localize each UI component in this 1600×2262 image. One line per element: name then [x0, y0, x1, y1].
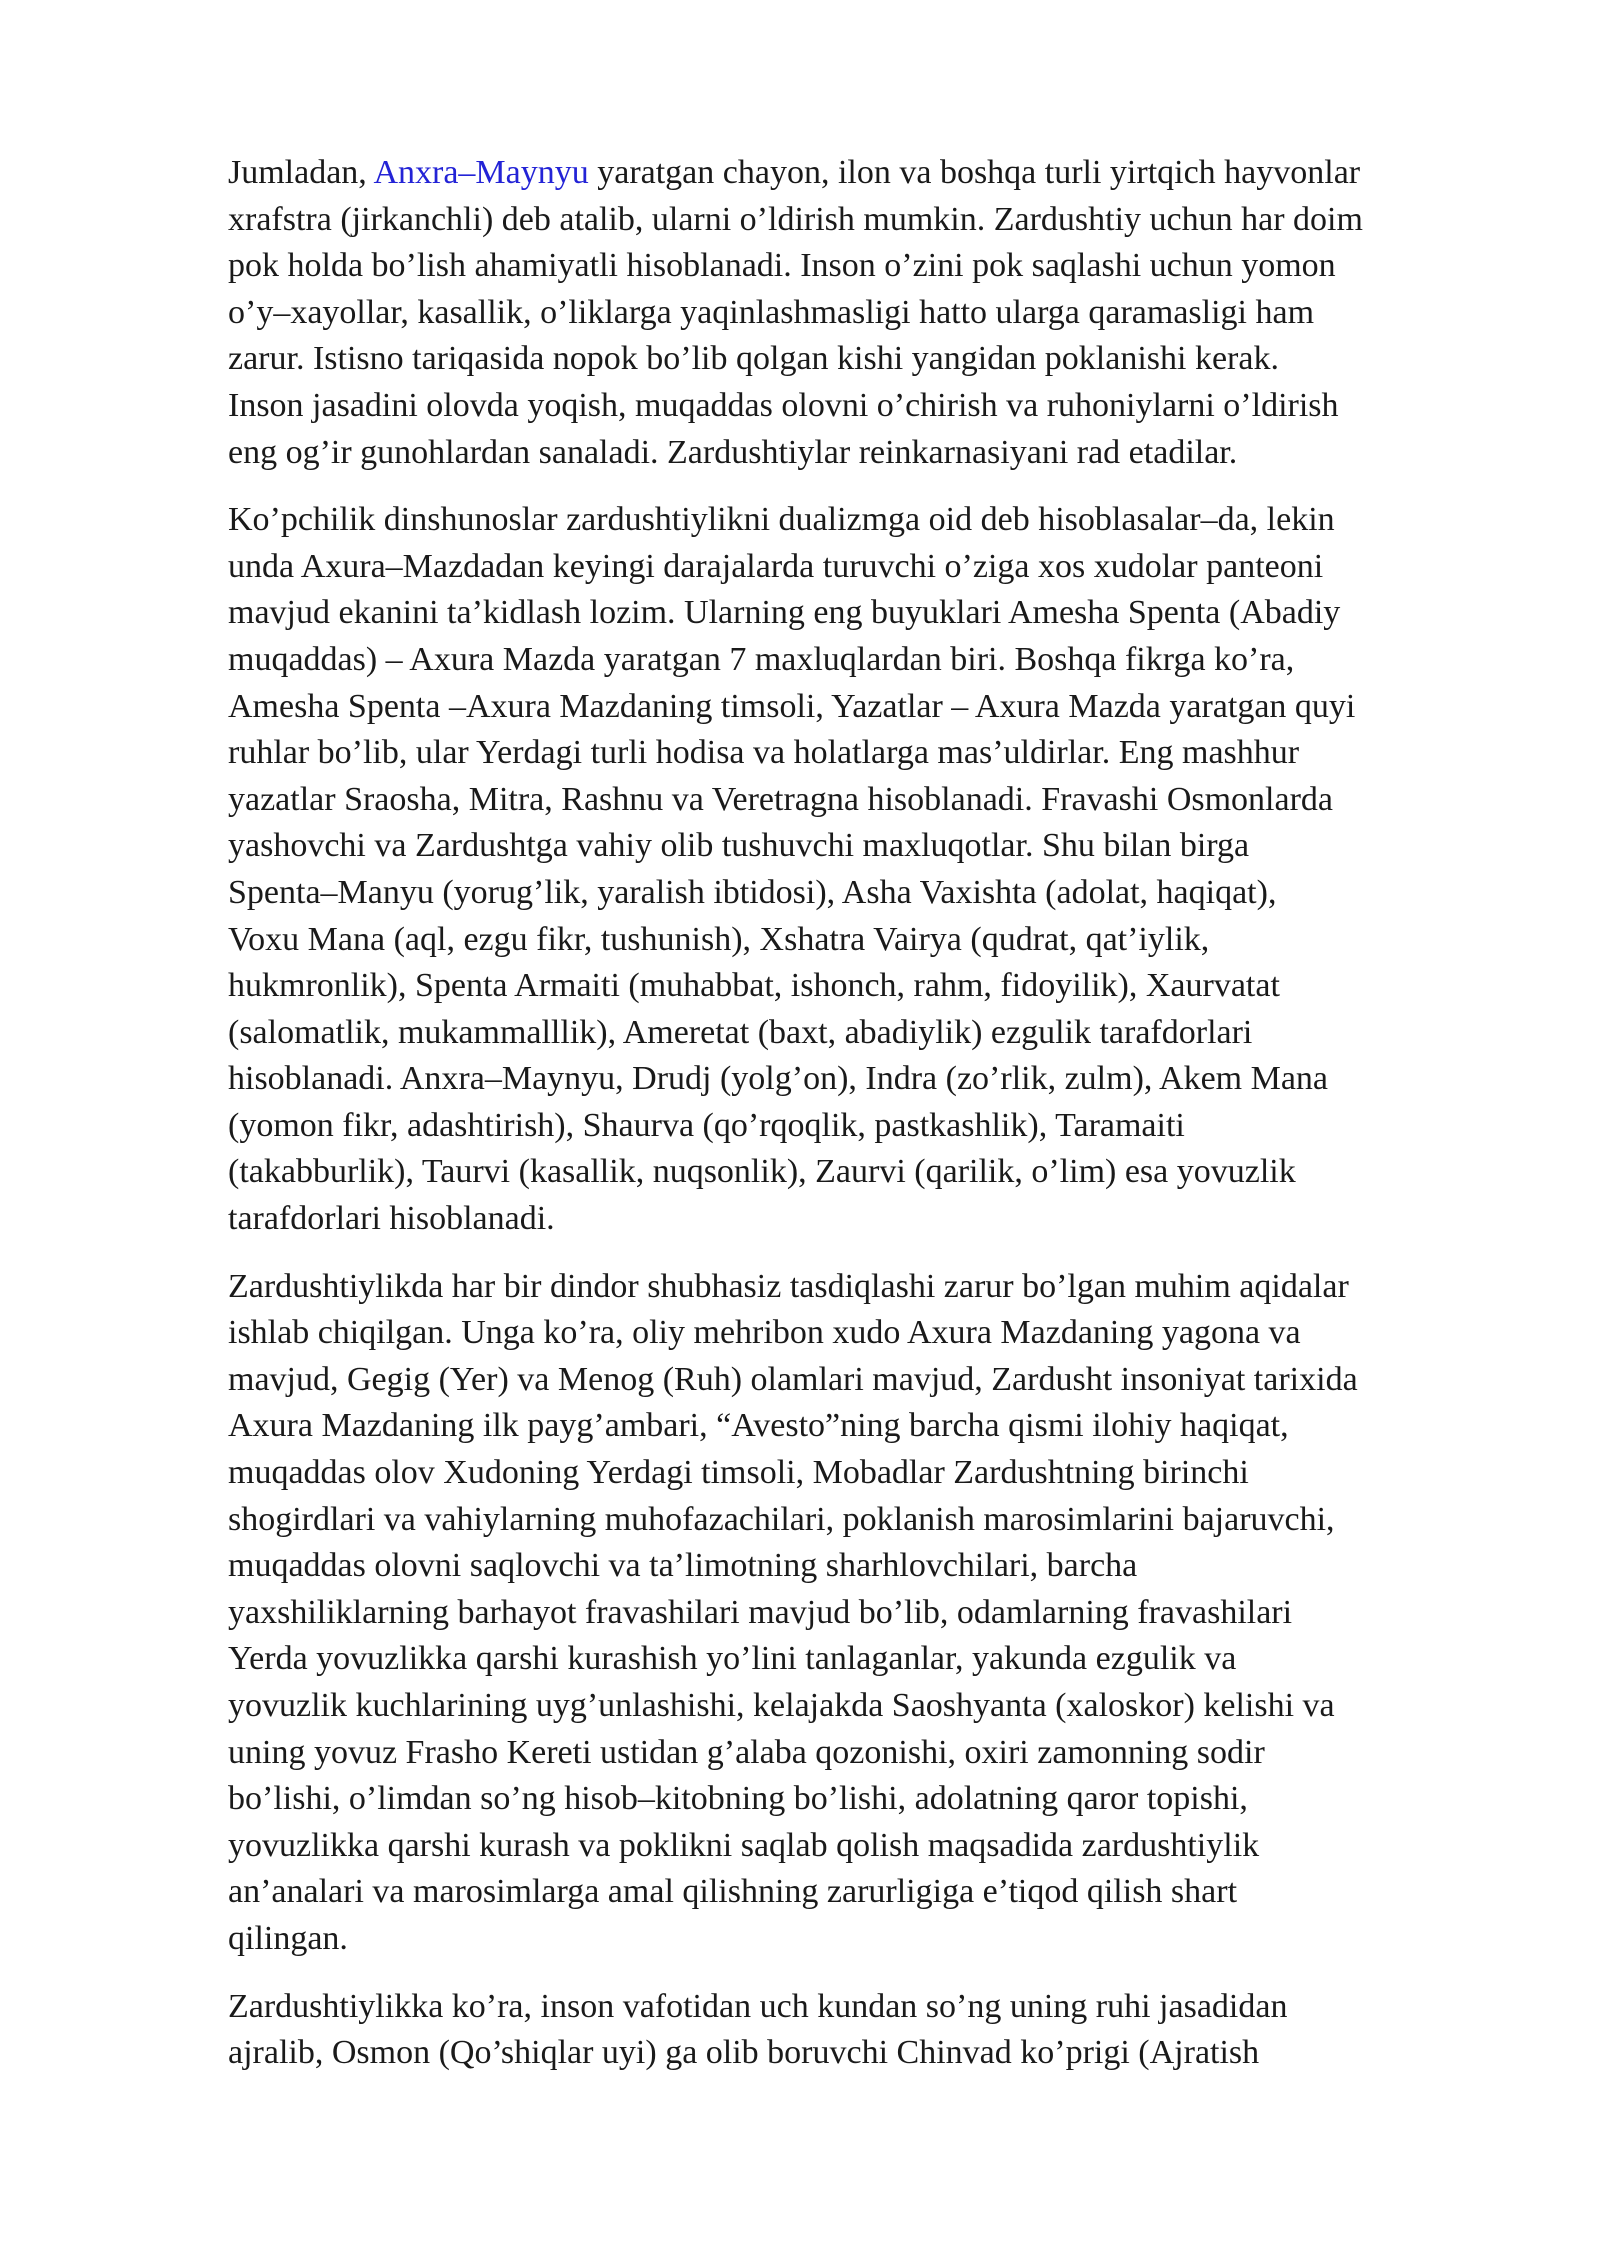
text-segment: eng og’ir gunohlardan sanaladi. Zardushtiylar reinkarnasiyani rad etadilar.	[228, 433, 1238, 471]
text-line	[228, 1543, 1488, 1590]
text-line	[228, 197, 1488, 244]
text-line	[228, 1984, 1488, 2031]
text-segment: tarafdorlari hisoblanadi.	[228, 1200, 555, 1238]
text-line	[228, 243, 1488, 290]
document-body	[228, 150, 1488, 2098]
text-segment: Amesha Spenta –Axura Mazdaning timsoli, Yazatlar – Axura Mazda yaratgan quyi	[228, 687, 1356, 725]
text-segment: Ko’pchilik dinshunoslar zardushtiylikni dualizmga oid deb hisoblasalar–da, lekin	[228, 501, 1335, 539]
paragraph	[228, 1984, 1488, 2077]
text-line	[228, 544, 1488, 591]
term-link[interactable]: Anxra–Maynyu	[373, 154, 589, 191]
text-segment: (yomon fikr, adashtirish), Shaurva (qo’rqoqlik, pastkashlik), Taramaiti	[228, 1106, 1185, 1144]
text-line	[228, 730, 1488, 777]
text-segment: ajralib, Osmon (Qo’shiqlar uyi) ga olib boruvchi Chinvad ko’prigi (Ajratish	[228, 2034, 1260, 2072]
text-line	[228, 1103, 1488, 1150]
text-line	[228, 963, 1488, 1010]
text-segment: hisoblanadi. Anxra–Maynyu, Drudj (yolg’on), Indra (zo’rlik, zulm), Akem Mana	[228, 1060, 1329, 1098]
text-line	[228, 1869, 1488, 1916]
text-segment: shogirdlari va vahiylarning muhofazachilari, poklanish marosimlarini bajaruvchi,	[228, 1500, 1335, 1538]
text-line	[228, 823, 1488, 870]
text-segment: (salomatlik, mukammalllik), Ameretat (baxt, abadiylik) ezgulik tarafdorlari	[228, 1013, 1253, 1051]
text-line	[228, 590, 1488, 637]
text-line	[228, 637, 1488, 684]
text-segment: o’y–xayollar, kasallik, o’liklarga yaqinlashmasligi hatto ularga qaramasligi ham	[228, 293, 1315, 331]
text-line	[228, 497, 1488, 544]
text-line	[228, 777, 1488, 824]
text-line	[228, 1590, 1488, 1637]
text-segment: Zardushtiylikka ko’ra, inson vafotidan uch kundan so’ng uning ruhi jasadidan	[228, 1987, 1288, 2025]
text-segment: hukmronlik), Spenta Armaiti (muhabbat, ishonch, rahm, fidoyilik), Xaurvatat	[228, 967, 1280, 1005]
text-segment: Axura Mazdaning ilk payg’ambari, “Avesto”ning barcha qismi ilohiy haqiqat,	[228, 1407, 1289, 1445]
text-segment: an’analari va marosimlarga amal qilishning zarurligiga e’tiqod qilish shart	[228, 1873, 1238, 1911]
text-line	[228, 1010, 1488, 1057]
text-line	[228, 1357, 1488, 1404]
text-line	[228, 430, 1488, 477]
text-segment: ishlab chiqilgan. Unga ko’ra, oliy mehribon xudo Axura Mazdaning yagona va	[228, 1314, 1301, 1352]
text-line	[228, 290, 1488, 337]
text-line	[228, 1196, 1488, 1243]
text-segment: yovuzlikka qarshi kurash va poklikni saqlab qolish maqsadida zardushtiylik	[228, 1826, 1260, 1864]
paragraph	[228, 150, 1488, 476]
text-line	[228, 2030, 1488, 2077]
text-segment: yazatlar Sraosha, Mitra, Rashnu va Veretragna hisoblanadi. Fravashi Osmonlarda	[228, 780, 1333, 818]
text-segment: yovuzlik kuchlarining uyg’unlashishi, kelajakda Saoshyanta (xaloskor) kelishi va	[228, 1687, 1335, 1724]
text-segment: Spenta–Manyu (yorug’lik, yaralish ibtidosi), Asha Vaxishta (adolat, haqiqat),	[228, 873, 1277, 911]
text-line	[228, 1683, 1488, 1730]
text-segment: pok holda bo’lish ahamiyatli hisoblanadi. Inson o’zini pok saqlashi uchun yomon	[228, 247, 1336, 285]
text-segment: mavjud, Gegig (Yer) va Menog (Ruh) olamlari mavjud, Zardusht insoniyat tarixida	[228, 1360, 1358, 1398]
text-line	[228, 1730, 1488, 1777]
text-line	[228, 1310, 1488, 1357]
text-line	[228, 1056, 1488, 1103]
text-segment: zarur. Istisno tariqasida nopok bo’lib qolgan kishi yangidan poklanishi kerak.	[228, 340, 1279, 378]
text-segment: Inson jasadini olovda yoqish, muqaddas olovni o’chirish va ruhoniylarni o’ldirish	[228, 386, 1339, 424]
text-segment: Yerda yovuzlikka qarshi kurashish yo’lini tanlaganlar, yakunda ezgulik va	[228, 1640, 1237, 1678]
text-segment: ruhlar bo’lib, ular Yerdagi turli hodisa va holatlarga mas’uldirlar. Eng mashhur	[228, 734, 1300, 772]
text-line	[228, 1776, 1488, 1823]
text-line	[228, 1403, 1488, 1450]
text-line	[228, 150, 1488, 197]
text-segment: mavjud ekanini ta’kidlash lozim. Ularning eng buyuklari Amesha Spenta (Abadiy	[228, 594, 1341, 632]
text-segment: muqaddas olovni saqlovchi va ta’limotning sharhlovchilari, barcha	[228, 1547, 1138, 1585]
text-line	[228, 1149, 1488, 1196]
text-line	[228, 1636, 1488, 1683]
text-line	[228, 336, 1488, 383]
text-segment: yashovchi va Zardushtga vahiy olib tushuvchi maxluqotlar. Shu bilan birga	[228, 827, 1250, 865]
text-segment: unda Axura–Mazdadan keyingi darajalarda turuvchi o’ziga xos xudolar panteoni	[228, 547, 1324, 585]
text-segment: yaratgan chayon, ilon va boshqa turli yirtqich hayvonlar	[588, 154, 1361, 191]
paragraph	[228, 497, 1488, 1243]
paragraph	[228, 1264, 1488, 1963]
text-segment: xrafstra (jirkanchli) deb atalib, ularni o’ldirish mumkin. Zardushtiy uchun har doim	[228, 200, 1363, 238]
text-line	[228, 1264, 1488, 1311]
text-line	[228, 684, 1488, 731]
text-segment: muqaddas) – Axura Mazda yaratgan 7 maxluqlardan biri. Boshqa fikrga ko’ra,	[228, 640, 1295, 678]
text-segment: muqaddas olov Xudoning Yerdagi timsoli, Mobadlar Zardushtning birinchi	[228, 1454, 1249, 1492]
text-line	[228, 1450, 1488, 1497]
text-line	[228, 1823, 1488, 1870]
text-segment: uning yovuz Frasho Kereti ustidan g’alaba qozonishi, oxiri zamonning sodir	[228, 1733, 1265, 1771]
text-segment: qilingan.	[228, 1919, 348, 1957]
text-segment: bo’lishi, o’limdan so’ng hisob–kitobning bo’lishi, adolatning qaror topishi,	[228, 1780, 1248, 1818]
text-line	[228, 917, 1488, 964]
text-segment: Voxu Mana (aql, ezgu fikr, tushunish), Xshatra Vairya (qudrat, qat’iylik,	[228, 920, 1210, 958]
text-line	[228, 870, 1488, 917]
text-segment: (takabburlik), Taurvi (kasallik, nuqsonlik), Zaurvi (qarilik, o’lim) esa yovuzlik	[228, 1153, 1296, 1191]
text-segment: Jumladan,	[228, 154, 374, 191]
text-segment: Zardushtiylikda har bir dindor shubhasiz tasdiqlashi zarur bo’lgan muhim aqidalar	[228, 1267, 1349, 1305]
text-segment: yaxshiliklarning barhayot fravashilari mavjud bo’lib, odamlarning fravashilari	[228, 1593, 1293, 1631]
text-line	[228, 1497, 1488, 1544]
text-line	[228, 383, 1488, 430]
text-line	[228, 1916, 1488, 1963]
